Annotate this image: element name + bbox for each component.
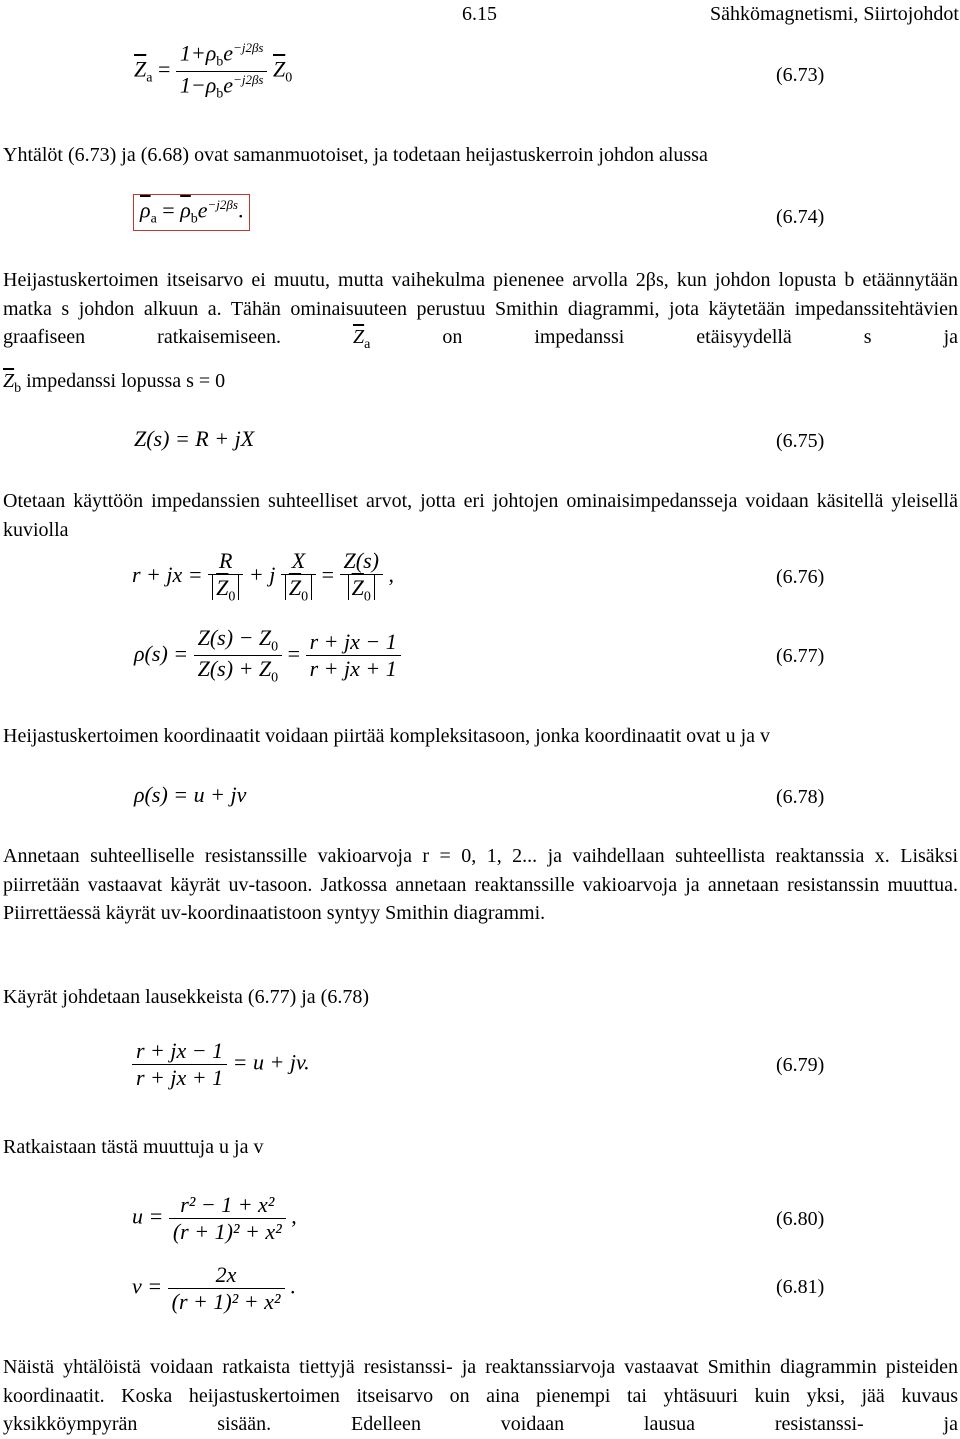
equation-6-76: r + jx = $\frac{R}{\overline{Z}_0}$ + j $\frac{X}{\overline{Z}_0}$ = $\frac{Z(s)}{\overline{Z}_0}$ ,: [132, 548, 394, 605]
equation-number-6-75: (6.75): [776, 430, 825, 452]
equation-6-73: $\overline{Z}_a$ = $\frac{1+\rho_be^{-j2\beta s}}{1-\rho_be^{-j2\beta s}}$ $\overline{Z}_0$: [134, 40, 293, 102]
paragraph-5: Annetaan suhteelliselle resistanssille vakioarvoja r = 0, 1, 2... ja vaihdellaan suhteellista reaktanssia x. Lisäksi piirretään vastaavat käyrät uv-tasoon. Jatkossa annetaan reaktanssille vakioarvoja ja annetaan resistanssin muuttua. Piirrettäessä käyrät uv-koordinaatistoon syntyy Smithin diagrammi.: [3, 845, 958, 924]
equation-number-6-80: (6.80): [776, 1208, 825, 1230]
equation-number-6-76: (6.76): [776, 566, 825, 588]
paragraph-7: Ratkaistaan tästä muuttuja u ja v: [3, 1136, 264, 1158]
equation-number-6-73: (6.73): [776, 64, 825, 86]
equation-6-79: $\frac{r + jx - 1}{r + jx + 1}$ = u + jv.: [132, 1038, 310, 1091]
equation-number-6-79: (6.79): [776, 1054, 825, 1076]
paragraph-6: Käyrät johdetaan lausekkeista (6.77) ja (6.78): [3, 986, 369, 1008]
paragraph-4: Heijastuskertoimen koordinaatit voidaan piirtää kompleksitasoon, jonka koordinaatit ovat u ja v: [3, 725, 771, 747]
paragraph-2: Heijastuskertoimen itseisarvo ei muutu, mutta vaihekulma pienenee arvolla 2βs, kun johdon lopusta b etäännytään matka s johdon alkuun a. Tähän ominaisuuteen perustuu Smithin diagrammi, jota käytetään impedanssitehtävien graafiseen ratkaisemiseen. $\overline{Z}_a$ on impedanssi etäisyydellä s ja: [3, 269, 959, 352]
equation-6-78: ρ(s) = u + jv: [134, 782, 247, 807]
equation-6-80: u = $\frac{\text{r² − 1 + x²}}{\text{(r + 1)² + x²}}$ ,: [132, 1192, 297, 1244]
equation-number-6-77: (6.77): [776, 645, 825, 667]
equation-6-81: v = $\frac{2x}{\text{(r + 1)² + x²}}$ .: [132, 1262, 296, 1314]
equation-6-77: ρ(s) = $\frac{Z(s) - Z_0}{Z(s) + Z_0}$ = $\frac{r + jx - 1}{r + jx + 1}$: [134, 625, 401, 687]
equation-6-75: Z(s) = R + jX: [134, 426, 255, 451]
paragraph-1: Yhtälöt (6.73) ja (6.68) ovat samanmuotoiset, ja todetaan heijastuskerroin johdon alussa: [3, 144, 708, 166]
paragraph-3: Otetaan käyttöön impedanssien suhteelliset arvot, jotta eri johtojen ominaisimpedansseja voidaan käsitellä yleisellä kuviolla: [3, 490, 958, 541]
equation-number-6-74: (6.74): [776, 206, 825, 228]
chapter-title: Sähkömagnetismi, Siirtojohdot: [710, 3, 959, 25]
equation-number-6-81: (6.81): [776, 1276, 825, 1298]
paragraph-8: Näistä yhtälöistä voidaan ratkaista tiettyjä resistanssi- ja reaktanssiarvoja vastaavat Smithin diagrammin pisteiden koordinaatit. Koska heijastuskertoimen itseisarvo on aina pienempi tai yhtäsuuri kuin yksi, jää kuvaus yksikköympyrän sisään. Edelleen voidaan lausua resistanssi- ja: [3, 1356, 958, 1435]
paragraph-2-end: $\overline{Z}_b$ impedanssi lopussa s = 0: [3, 370, 226, 396]
page-number: 6.15: [462, 3, 497, 25]
equation-number-6-78: (6.78): [776, 786, 825, 808]
equation-6-74: $\overline{\rho}_a = \overline{\rho}_be^{-j2\beta s}$.: [133, 194, 250, 231]
